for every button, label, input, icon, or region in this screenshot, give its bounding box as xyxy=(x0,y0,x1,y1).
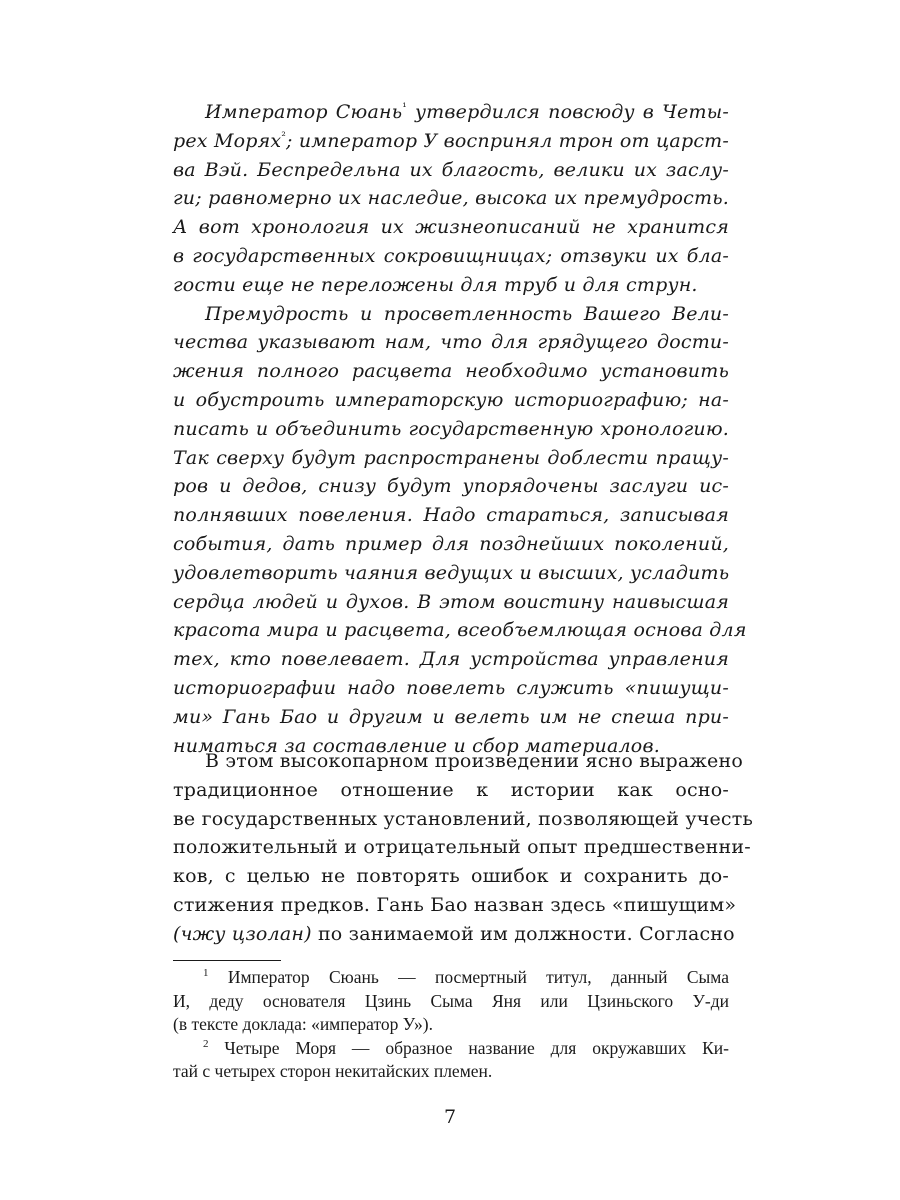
text-line: рех Морях$^{^2}$; император У воспринял трон от царст- xyxy=(173,129,729,152)
footnote-2: $^2$ Четыре Моря — образное название для окружавших Ки- xyxy=(203,1037,729,1058)
transliteration-term: (чжу цзолан) xyxy=(173,922,312,945)
text-line: ми» Гань Бао и другим и велеть им не спеша при- xyxy=(173,705,729,728)
text-line: ве государственных установлений, позволяющей учесть xyxy=(173,807,754,830)
text-line: ги; равномерно их наследие, высока их премудрость. xyxy=(173,187,729,210)
text-line: стижения предков. Гань Бао назван здесь «пишущим» xyxy=(173,893,737,916)
footnotes xyxy=(173,966,729,1084)
page-number: 7 xyxy=(443,1106,457,1128)
footnote-line: И, деду основателя Цзинь Сыма Яня или Цзиньского У-ди xyxy=(173,990,729,1011)
text-line: красота мира и расцвета, всеобъемлющая основа для xyxy=(173,619,747,642)
footnote-1: $^1$ Император Сюань — посмертный титул, данный Сыма xyxy=(203,967,729,987)
text-line: ниматься за составление и сбор материалов. xyxy=(173,734,660,757)
text-line: историографии надо повелеть служить «пишущи- xyxy=(173,676,729,699)
text-line: чества указывают нам, что для грядущего дости- xyxy=(173,331,729,354)
text-line: ров и дедов, снизу будут упорядочены заслуги ис- xyxy=(173,475,729,498)
text-line: удовлетворить чаяния ведущих и высших, усладить xyxy=(173,561,730,584)
footnote-line: (в тексте доклада: «император У»). xyxy=(173,1014,433,1035)
text-line: Так сверху будут распространены доблести пращу- xyxy=(173,446,729,469)
text-line: сердца людей и духов. В этом воистину наивысшая xyxy=(173,590,729,613)
text-line: и обустроить императорскую историографию; на- xyxy=(173,388,729,411)
text-line: ва Вэй. Беспредельна их благость, велики их заслу- xyxy=(173,158,729,181)
footnote-ref-2[interactable]: ² xyxy=(281,129,286,143)
text-line: (чжу цзолан) по занимаемой им должности. Согласно xyxy=(173,922,735,945)
footnote-line: тай с четырех сторон некитайских племен. xyxy=(173,1061,493,1082)
quoted-report-text xyxy=(173,98,747,760)
text-line: гости еще не переложены для труб и для струн. xyxy=(173,273,698,296)
text-line: писать и объединить государственную хронологию. xyxy=(173,417,729,440)
text-line: полнявших повеления. Надо стараться, записывая xyxy=(173,504,729,527)
text-line: положительный и отрицательный опыт предшественни- xyxy=(173,836,751,859)
commentary-paragraph xyxy=(173,747,754,949)
text-line: тех, кто повелевает. Для устройства управления xyxy=(173,648,729,671)
text-line: Император Сюань$^{^1}$ утвердился повсюду в Четы- xyxy=(205,100,729,123)
text-line: В этом высокопарном произведении ясно выражено xyxy=(205,750,744,772)
text-line: в государственных сокровищницах; отзвуки их бла- xyxy=(173,244,729,267)
text-line: ков, с целью не повторять ошибок и сохранить до- xyxy=(173,865,729,888)
footnote-ref-1[interactable]: ¹ xyxy=(402,100,407,114)
text-line: традиционное отношение к истории как осно- xyxy=(173,778,729,801)
footnote-divider xyxy=(173,960,281,961)
footnote-marker: 1 xyxy=(203,967,209,980)
text-line: Премудрость и просветленность Вашего Вели- xyxy=(205,302,729,325)
text-line: события, дать пример для позднейших поколений, xyxy=(173,532,729,555)
text-line: жения полного расцвета необходимо установить xyxy=(173,360,729,383)
text-line: А вот хронология их жизнеописаний не хранится xyxy=(173,216,729,239)
footnote-marker: 2 xyxy=(203,1037,209,1050)
